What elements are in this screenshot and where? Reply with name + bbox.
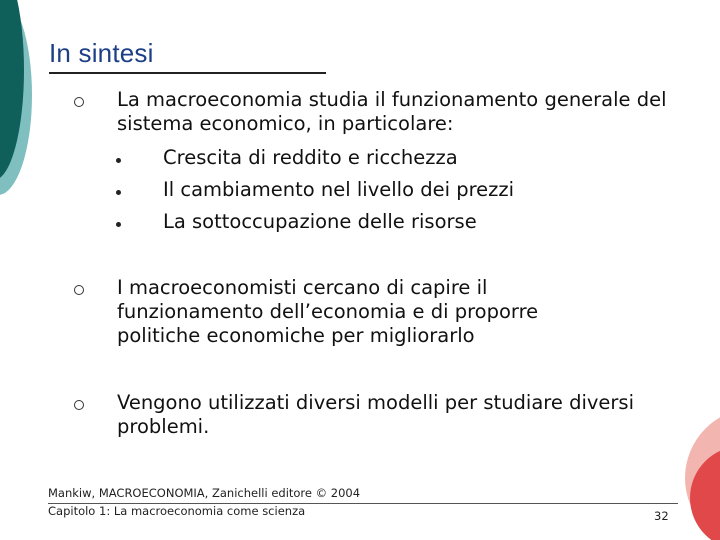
title-underline (49, 72, 326, 74)
footer-chapter: Capitolo 1: La macroeconomia come scienza (48, 504, 306, 518)
bullet-text: La macroeconomia studia il funzionamento generale del sistema economico, in particolare: (117, 88, 667, 135)
page-number: 32 (654, 509, 669, 523)
dot-bullet-icon (116, 190, 121, 195)
sub-bullet-text: Crescita di reddito e ricchezza (163, 146, 458, 169)
bullet-text: I macroeconomisti cercano di capire il funzionamento dell’economia e di proporre politiche economiche per migliorarlo (117, 276, 539, 347)
sub-bullet-text: La sottoccupazione delle risorse (163, 210, 477, 233)
slide-title: In sintesi (49, 38, 154, 68)
dot-bullet-icon (116, 222, 121, 227)
ring-bullet-icon (74, 285, 84, 295)
ring-bullet-icon (74, 400, 84, 410)
ring-bullet-icon (74, 97, 84, 107)
footer-source: Mankiw, MACROECONOMIA, Zanichelli editore © 2004 (48, 486, 361, 500)
bullet-text: Vengono utilizzati diversi modelli per studiare diversi problemi. (117, 391, 635, 438)
dot-bullet-icon (116, 158, 121, 163)
sub-bullet-text: Il cambiamento nel livello dei prezzi (163, 178, 515, 201)
